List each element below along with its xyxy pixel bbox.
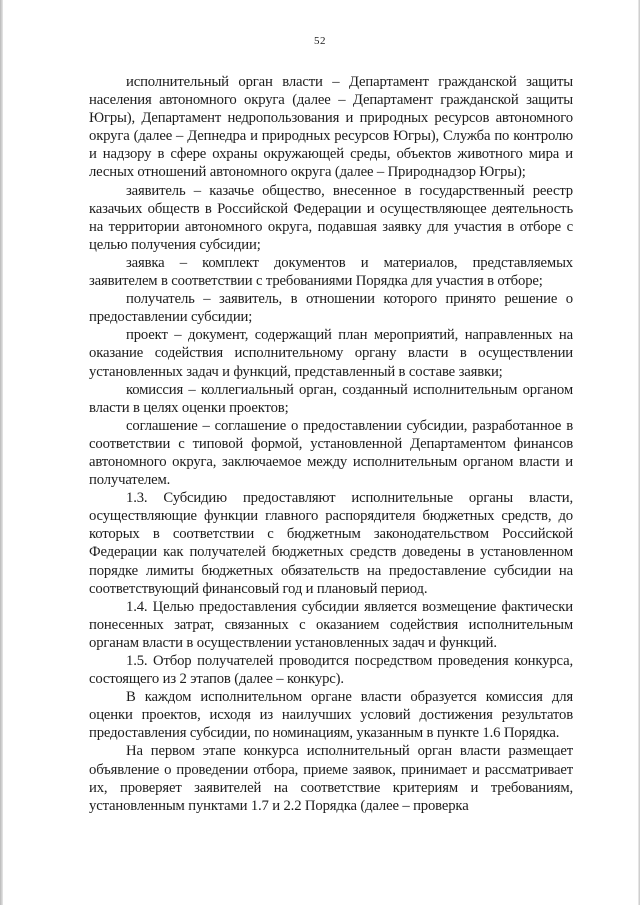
paragraph-applicant-definition: заявитель – казачье общество, внесенное в государственный реестр казачьих обществ в Российской Федерации и осуществляющее деятельность на территории автономного округа, подавшая заявку для участия в отборе с целью получения субсидии; — [89, 182, 573, 253]
paragraph-clause-1-5: 1.5. Отбор получателей проводится посредством проведения конкурса, состоящего из 2 этапов (далее – конкурс). — [89, 653, 573, 688]
paragraph-agreement-definition: соглашение – соглашение о предоставлении субсидии, разработанное в соответствии с типовой формой, установленной Департаментом финансов автономного округа, заключаемое между исполнительным органом власти и получателем. — [89, 417, 573, 489]
paragraph-commission-formation: В каждом исполнительном органе власти образуется комиссия для оценки проектов, исходя из наилучших условий достижения результатов предоставления субсидии, по номинациям, указанным в пункте 1.6 Порядка. — [89, 689, 573, 742]
page-number: 52 — [314, 35, 326, 47]
paragraph-executive-body-definition: исполнительный орган власти – Департамент гражданской защиты населения автономного округа (далее – Департамент гражданской защиты Югры), Департамент недропользования и природных ресурсов автономного округа (далее – Депнедра и природных ресурсов Югры), Служба по контролю и надзору в сфере охраны окружающей среды, объектов животного мира и лесных отношений автономного округа (далее – Природнадзор Югры); — [89, 74, 573, 181]
paragraph-clause-1-4: 1.4. Целью предоставления субсидии является возмещение фактически понесенных затрат, связанных с оказанием содействия исполнительным органам власти в осуществлении установленных задач и функций. — [89, 598, 573, 651]
paragraph-first-stage: На первом этапе конкурса исполнительный орган власти размещает объявление о проведении отбора, приеме заявок, принимает и рассматривает их, проверяет заявителей на соответствие критериям и требованиям, установленным пунктами 1.7 и 2.2 Порядка (далее – проверка — [89, 743, 573, 814]
paragraph-application-definition: заявка – комплект документов и материалов, представляемых заявителем в соответствии с требованиями Порядка для участия в отборе; — [89, 254, 573, 290]
paragraph-clause-1-3: 1.3. Субсидию предоставляют исполнительные органы власти, осуществляющие функции главного распорядителя бюджетных средств, до которых в соответствии с бюджетным законодательством Российской Федерации как получателей бюджетных средств доведены в установленном порядке лимиты бюджетных обязательств на предоставление субсидии на соответствующий финансовый год и плановый период. — [89, 490, 573, 597]
scan-edge-left — [0, 0, 3, 905]
paragraph-commission-definition: комиссия – коллегиальный орган, созданный исполнительным органом власти в целях оценки проектов; — [89, 381, 573, 416]
paragraph-recipient-definition: получатель – заявитель, в отношении которого принято решение о предоставлении субсидии; — [89, 291, 573, 326]
document-body — [89, 73, 573, 815]
paragraph-project-definition: проект – документ, содержащий план мероприятий, направленных на оказание содействия исполнительному органу власти в осуществлении установленных задач и функций, представленный в составе заявки; — [89, 327, 573, 380]
